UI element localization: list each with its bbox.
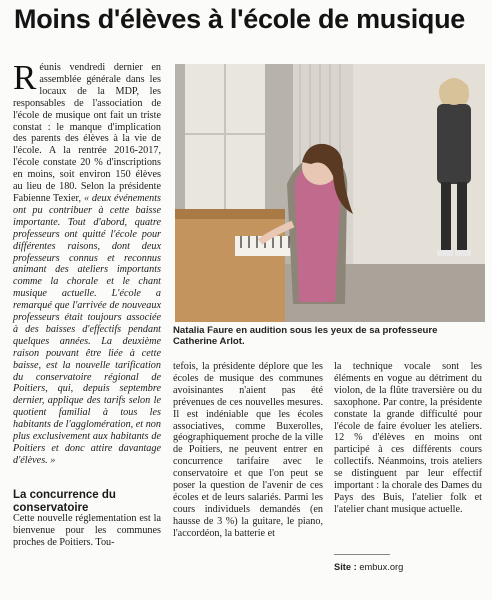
president-quote: « deux événements ont pu contribuer à cette baisse importante. Tout d'abord, quatre professeurs ont quitté l'école pour différentes raisons, dont deux professeurs connus et reconnus animant des ateliers importants comme la chorale et le chant musique actuelle. L'école a remarqué que l'arrivée de nouveaux professeurs était toujours associée à des baisses d'effectifs pendant quelques années. La deuxième raison pouvant être liée à cette baisse, est la nouvelle tarification du conservatoire régional de Poitiers, qui, depuis septembre dernier, applique des tarifs selon le quotient familial à tous les habitants de l'agglomération, et non plus exclusivement aux habitants de Poitiers et donc attire davantage d'élèves. » bbox=[13, 192, 161, 466]
intro-text: éunis vendredi dernier en assemblée générale dans les locaux de la MDP, les responsables de l'association de l'école de musique ont fait un triste constat : le manque d'implication des parents des élèves à la vie de l'école. A la rentrée 2016-2017, l'école constate 20 % d'inscriptions en moins, soit environ 150 élèves au lieu de 180. Selon la présidente Fabienne Texier, bbox=[13, 62, 161, 204]
site-label: Site : bbox=[334, 562, 357, 572]
site-url: embux.org bbox=[359, 562, 404, 572]
column-3-text: la technique vocale sont les éléments en vogue au détriment du violon, de la flûte traversière ou du saxophone. Par contre, la présidente constate la grande difficulté pour l'école de faire évoluer les ateliers. 12 % d'élèves en moins ont participé à ces différents cours collectifs. Néanmoins, trois ateliers se distinguent par leur effectif important : la chorale des Dames du Pays des Buis, l'atelier folk et l'atelier chant musique actuelle. bbox=[334, 361, 482, 515]
article-headline: Moins d'élèves à l'école de musique bbox=[14, 4, 466, 34]
section-subheading: La concurrence du conservatoire bbox=[13, 489, 116, 514]
column-1-continued bbox=[13, 513, 161, 549]
column-2-text: tefois, la présidente déplore que les écoles de musique des communes avoisinantes n'aient pas été prévenues de ces nouvelles mesures. Il est indéniable que les écoles associatives, comme Buxerolles, géographiquement proche de la ville de Poitiers, ne peuvent entrer en concurrence tarifaire avec le conservatoire et que l'on peut se poser la question de l'avenir de ces écoles et de leurs salariés. Parmi les cours individuels demandés (en hausse de 3 %) la guitare, le piano, l'accordéon, la batterie et bbox=[173, 361, 323, 539]
column-1 bbox=[13, 58, 161, 467]
conservatoire-text: Cette nouvelle réglementation est la bienvenue pour les communes proches de Poitiers. Tou- bbox=[13, 513, 161, 548]
divider bbox=[334, 554, 390, 555]
article-photo bbox=[175, 64, 485, 322]
drop-cap: R bbox=[13, 58, 37, 97]
column-3 bbox=[334, 361, 482, 516]
site-credit bbox=[334, 562, 484, 572]
column-2 bbox=[173, 361, 323, 540]
photo-caption: Natalia Faure en audition sous les yeux de sa professeure Catherine Arlot. bbox=[173, 325, 438, 348]
